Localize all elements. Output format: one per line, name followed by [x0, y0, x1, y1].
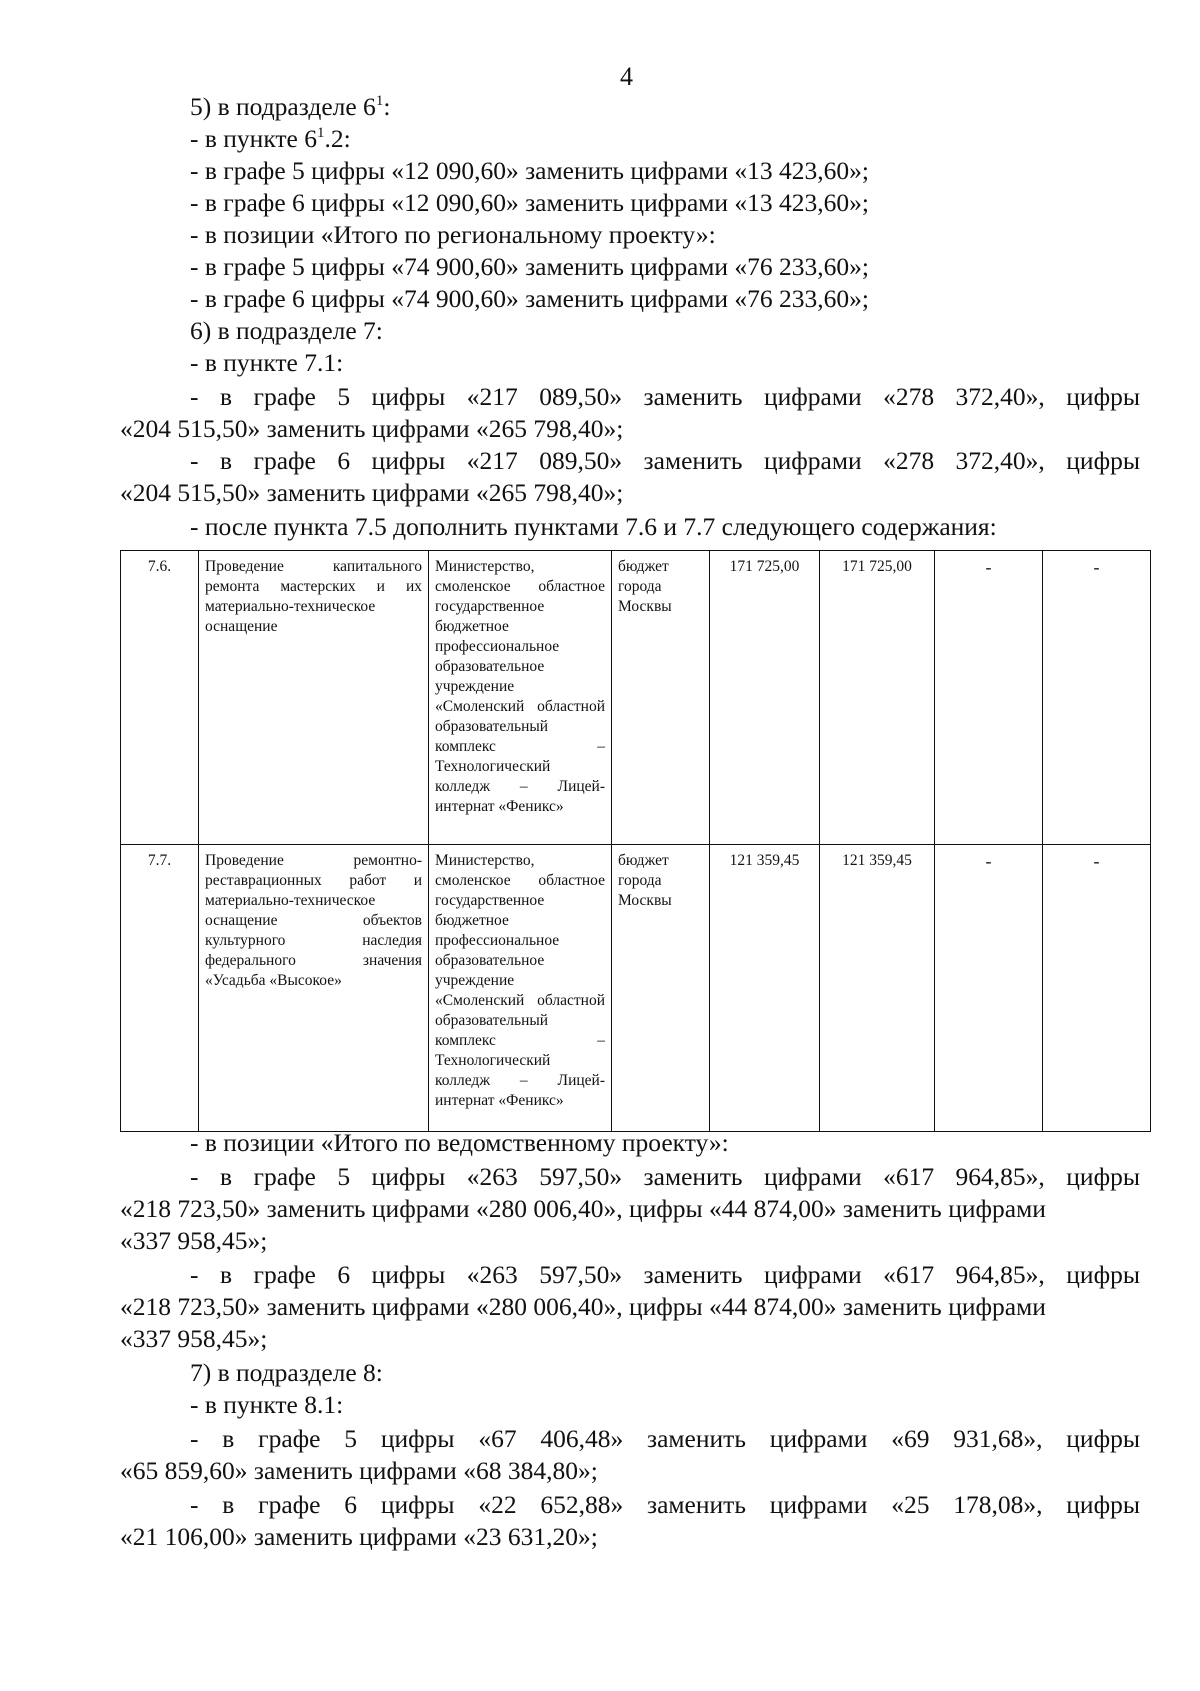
funding-source: бюджет города Москвы: [612, 551, 710, 845]
text-line: «337 958,45»;: [120, 1324, 268, 1353]
text-line-subsection-6-1: 5) в подразделе $6^1$:: [190, 92, 391, 121]
text-line-subsection-8: 7) в подразделе 8:: [190, 1358, 383, 1387]
text-line: «204 515,50» заменить цифрами «265 798,40»;: [120, 414, 624, 443]
text-line: - в позиции «Итого по региональному проекту»:: [190, 220, 716, 249]
text-line: - в пункте 8.1:: [190, 1390, 344, 1419]
text-line: - в графе 6 цифры «22 652,88» заменить цифрами «25 178,08», цифры: [190, 1490, 1140, 1519]
text-line: «204 515,50» заменить цифрами «265 798,40»;: [120, 478, 624, 507]
event-name: Проведение капитального ремонта мастерских и их материально-техническое оснащение: [199, 551, 429, 845]
executor: Министерство, смоленское областное государственное бюджетное профессиональное образовательное учреждение «Смоленский областной образовательный комплекс – Технологический колледж – Лицей-интернат «Феникс»: [429, 551, 612, 845]
row-number: 7.6.: [121, 551, 199, 845]
amount-col-8: -: [1043, 551, 1151, 845]
row-number: 7.7.: [121, 845, 199, 1132]
text-line: - в графе 6 цифры «74 900,60» заменить цифрами «76 233,60»;: [190, 284, 870, 313]
text-line: - в позиции «Итого по ведомственному проекту»:: [190, 1128, 729, 1157]
text-line: «65 859,60» заменить цифрами «68 384,80»;: [120, 1456, 598, 1485]
amount-col-8: -: [1043, 845, 1151, 1132]
amount-col-5: 171 725,00: [710, 551, 820, 845]
amount-col-5: 121 359,45: [710, 845, 820, 1132]
amount-col-7: -: [935, 551, 1043, 845]
inserted-table: [120, 550, 1151, 1132]
text-line: - в графе 5 цифры «217 089,50» заменить цифрами «278 372,40», цифры: [190, 382, 1140, 411]
text-line: - в графе 6 цифры «217 089,50» заменить цифрами «278 372,40», цифры: [190, 446, 1140, 475]
page-number: 4: [620, 62, 633, 91]
text-line: «337 958,45»;: [120, 1226, 268, 1255]
text-line: - в графе 5 цифры «74 900,60» заменить цифрами «76 233,60»;: [190, 252, 870, 281]
text-line: - в графе 5 цифры «67 406,48» заменить цифрами «69 931,68», цифры: [190, 1424, 1140, 1453]
text-line-point-6-1-2: - в пункте $6^1.2$:: [190, 124, 351, 153]
text-line: «21 106,00» заменить цифрами «23 631,20»;: [120, 1522, 598, 1551]
text-line: «218 723,50» заменить цифрами «280 006,40», цифры «44 874,00» заменить цифрами: [120, 1292, 1046, 1321]
text-line: - после пункта 7.5 дополнить пунктами 7.6 и 7.7 следующего содержания:: [190, 512, 997, 541]
event-name: Проведение ремонтно-реставрационных работ и материально-техническое оснащение объектов культурного наследия федерального значения «Усадьба «Высокое»: [199, 845, 429, 1132]
amount-col-6: 121 359,45: [820, 845, 935, 1132]
text-line: - в графе 6 цифры «263 597,50» заменить цифрами «617 964,85», цифры: [190, 1260, 1140, 1289]
amount-col-7: -: [935, 845, 1043, 1132]
text-line: «218 723,50» заменить цифрами «280 006,40», цифры «44 874,00» заменить цифрами: [120, 1194, 1046, 1223]
text-line: - в графе 5 цифры «12 090,60» заменить цифрами «13 423,60»;: [190, 156, 870, 185]
amount-col-6: 171 725,00: [820, 551, 935, 845]
table-row: [121, 845, 1151, 1132]
text-line: - в графе 5 цифры «263 597,50» заменить цифрами «617 964,85», цифры: [190, 1162, 1140, 1191]
funding-source: бюджет города Москвы: [612, 845, 710, 1132]
text-line-subsection-7: 6) в подразделе 7:: [190, 316, 383, 345]
text-line: - в пункте 7.1:: [190, 348, 344, 377]
table-row: [121, 551, 1151, 845]
text-line: - в графе 6 цифры «12 090,60» заменить цифрами «13 423,60»;: [190, 188, 870, 217]
executor: Министерство, смоленское областное государственное бюджетное профессиональное образовательное учреждение «Смоленский областной образовательный комплекс – Технологический колледж – Лицей-интернат «Феникс»: [429, 845, 612, 1132]
